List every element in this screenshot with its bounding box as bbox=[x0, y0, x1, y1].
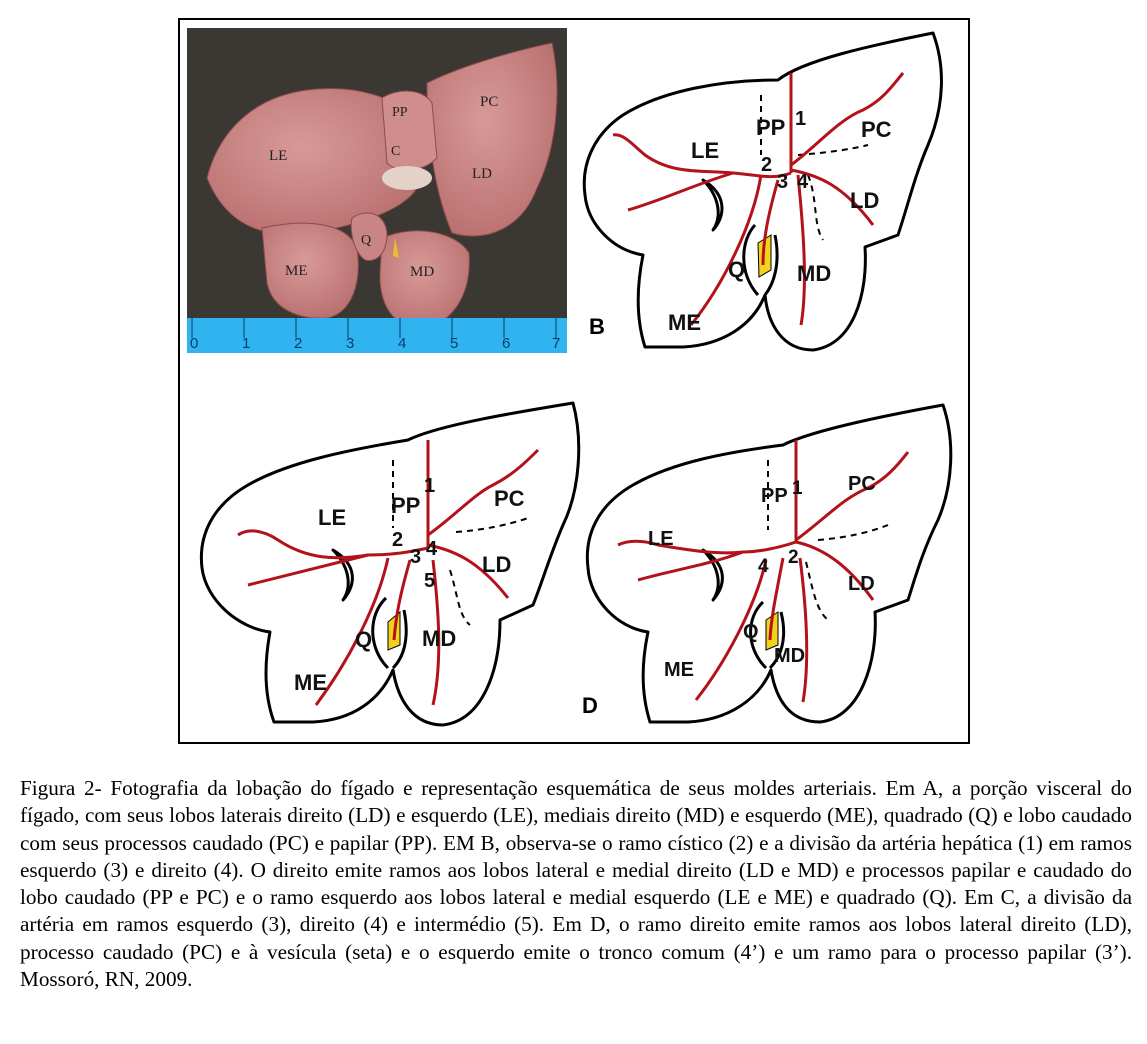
diagram-d-number-2: 2 bbox=[788, 547, 799, 568]
diagram-b-label-ld: LD bbox=[850, 188, 880, 213]
diagram-d-label-ld: LD bbox=[848, 573, 875, 595]
diagram-c-number-4: 4 bbox=[426, 538, 438, 560]
figure-frame bbox=[178, 18, 970, 744]
diagram-b-label-q: Q bbox=[728, 257, 746, 282]
diagram-c-number-1: 1 bbox=[424, 475, 436, 497]
diagram-c-number-2: 2 bbox=[392, 529, 404, 551]
diagram-b-label-me: ME bbox=[668, 310, 701, 335]
panel-letter-b: B bbox=[589, 314, 605, 339]
ruler-tick-6: 6 bbox=[502, 335, 511, 352]
photo-label-md: MD bbox=[410, 264, 435, 280]
ruler-tick-7: 7 bbox=[552, 335, 561, 352]
diagram-b-number-4: 4 bbox=[797, 171, 809, 193]
diagram-c-label-q: Q bbox=[355, 627, 373, 652]
diagram-c-label-ld: LD bbox=[482, 552, 512, 577]
ruler-tick-0: 0 bbox=[190, 335, 199, 352]
photo-label-pc: PC bbox=[480, 94, 499, 110]
ruler-tick-2: 2 bbox=[294, 335, 303, 352]
diagram-b-label-md: MD bbox=[797, 261, 832, 286]
ruler-tick-1: 1 bbox=[242, 335, 251, 352]
diagram-c-label-pc: PC bbox=[494, 486, 525, 511]
photo-label-pp: PP bbox=[392, 105, 408, 120]
diagram-d-label-pc: PC bbox=[848, 473, 876, 495]
diagram-c-number-3: 3 bbox=[410, 546, 422, 568]
panel-letter-d: D bbox=[582, 693, 598, 718]
diagram-c-number-5: 5 bbox=[424, 570, 436, 592]
photo-label-le: LE bbox=[269, 148, 288, 164]
diagram-b-label-pp: PP bbox=[756, 115, 786, 140]
diagram-b bbox=[573, 25, 963, 355]
diagram-d-number-1: 1 bbox=[792, 478, 803, 499]
diagram-c bbox=[188, 400, 588, 730]
diagram-d-label-md: MD bbox=[774, 645, 806, 667]
diagram-b-number-1: 1 bbox=[795, 108, 807, 130]
photo-label-c: C bbox=[391, 144, 401, 159]
diagram-d-label-me: ME bbox=[664, 659, 694, 681]
photo-label-q: Q bbox=[361, 233, 372, 248]
diagram-b-number-2: 2 bbox=[761, 154, 773, 176]
diagram-b-number-3: 3 bbox=[777, 171, 789, 193]
ruler-tick-4: 4 bbox=[398, 335, 407, 352]
diagram-d bbox=[578, 400, 968, 730]
figure-caption: Figura 2- Fotografia da lobação do fígado e representação esquemática de seus moldes arteriais. Em A, a porção visceral do fígado, com seus lobos laterais direito (LD) e esquerdo (LE), mediais direito (MD) e esquerdo (ME), quadrado (Q) e lobo caudado com seus processos caudado (PC) e papilar (PP). EM B, observa-se o ramo cístico (2) e a divisão da artéria hepática (1) em ramos esquerdo (3) e direito (4). O direito emite ramos aos lobos lateral e medial direito (LD e MD) e processos papilar e caudado do lobo caudado (PP e PC) e o ramo esquerdo aos lobos lateral e medial esquerdo (LE e ME) e quadrado (Q). Em C, a divisão da artéria em ramos esquerdo (3), direito (4) e intermédio (5). Em D, o ramo direito emite ramos aos lobos lateral direito (LD), processo caudado (PC) e à vesícula (seta) e o esquerdo emite o tronco comum (4’) e um ramo para o processo papilar (3’). Mossoró, RN, 2009. bbox=[20, 776, 1132, 992]
ruler-tick-3: 3 bbox=[346, 335, 355, 352]
ruler-tick-5: 5 bbox=[450, 335, 459, 352]
diagram-d-label-pp: PP bbox=[761, 485, 788, 507]
diagram-d-label-q: Q bbox=[743, 621, 759, 643]
diagram-b-label-le: LE bbox=[691, 138, 720, 163]
diagram-b-label-pc: PC bbox=[861, 117, 892, 142]
photo-label-ld: LD bbox=[472, 166, 492, 182]
diagram-c-label-md: MD bbox=[422, 626, 457, 651]
diagram-d-label-le: LE bbox=[648, 528, 674, 550]
diagram-c-label-pp: PP bbox=[391, 493, 421, 518]
diagram-d-number-4: 4 bbox=[758, 556, 769, 577]
liver-photograph bbox=[187, 28, 567, 353]
diagram-c-label-le: LE bbox=[318, 505, 347, 530]
diagram-c-label-me: ME bbox=[294, 670, 327, 695]
photo-label-me: ME bbox=[285, 263, 308, 279]
